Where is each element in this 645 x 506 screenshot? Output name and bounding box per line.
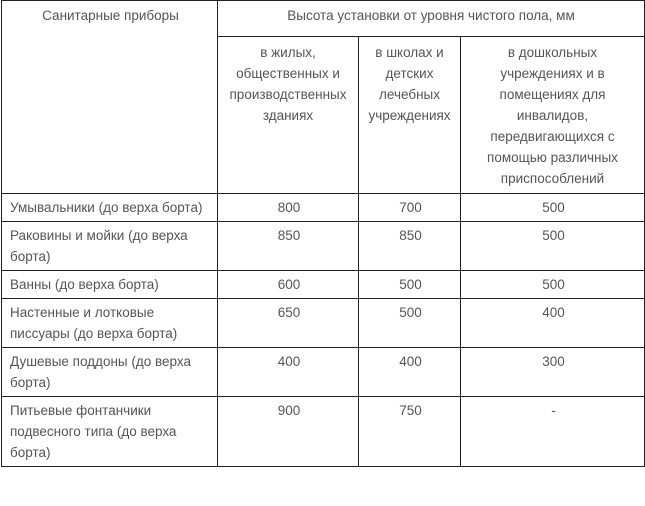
height-residential: 400 (218, 348, 359, 397)
fixture-name: Ванны (до верха борта) (2, 271, 218, 299)
fixture-name: Питьевые фонтанчики подвесного типа (до верха борта) (2, 397, 218, 467)
height-preschool: 500 (461, 194, 645, 222)
table-row (2, 397, 645, 467)
table-row (2, 348, 645, 397)
fixture-name: Настенные и лотковые писсуары (до верха борта) (2, 299, 218, 348)
header-schools: в школах и детских лечебных учреждениях (359, 37, 461, 194)
header-install-height: Высота установки от уровня чистого пола, мм (218, 1, 645, 37)
table-row (2, 271, 645, 299)
header-row (2, 1, 645, 37)
table-row (2, 222, 645, 271)
height-schools: 700 (359, 194, 461, 222)
height-preschool: 500 (461, 222, 645, 271)
height-residential: 800 (218, 194, 359, 222)
height-residential: 850 (218, 222, 359, 271)
height-residential: 900 (218, 397, 359, 467)
height-schools: 750 (359, 397, 461, 467)
height-residential: 600 (218, 271, 359, 299)
fixture-name: Душевые поддоны (до верха борта) (2, 348, 218, 397)
height-schools: 850 (359, 222, 461, 271)
height-residential: 650 (218, 299, 359, 348)
fixture-name: Умывальники (до верха борта) (2, 194, 218, 222)
header-preschool: в дошкольных учреждениях и в помещениях для инвалидов, передвигающихся с помощью различных приспособлений (461, 37, 645, 194)
header-residential: в жилых, общественных и производственных зданиях (218, 37, 359, 194)
height-schools: 500 (359, 271, 461, 299)
height-preschool: 400 (461, 299, 645, 348)
table-row (2, 194, 645, 222)
height-preschool: - (461, 397, 645, 467)
fixtures-height-table (1, 0, 645, 467)
height-preschool: 500 (461, 271, 645, 299)
table-row (2, 299, 645, 348)
header-fixtures: Санитарные приборы (2, 1, 218, 194)
height-schools: 500 (359, 299, 461, 348)
height-preschool: 300 (461, 348, 645, 397)
height-schools: 400 (359, 348, 461, 397)
fixture-name: Раковины и мойки (до верха борта) (2, 222, 218, 271)
